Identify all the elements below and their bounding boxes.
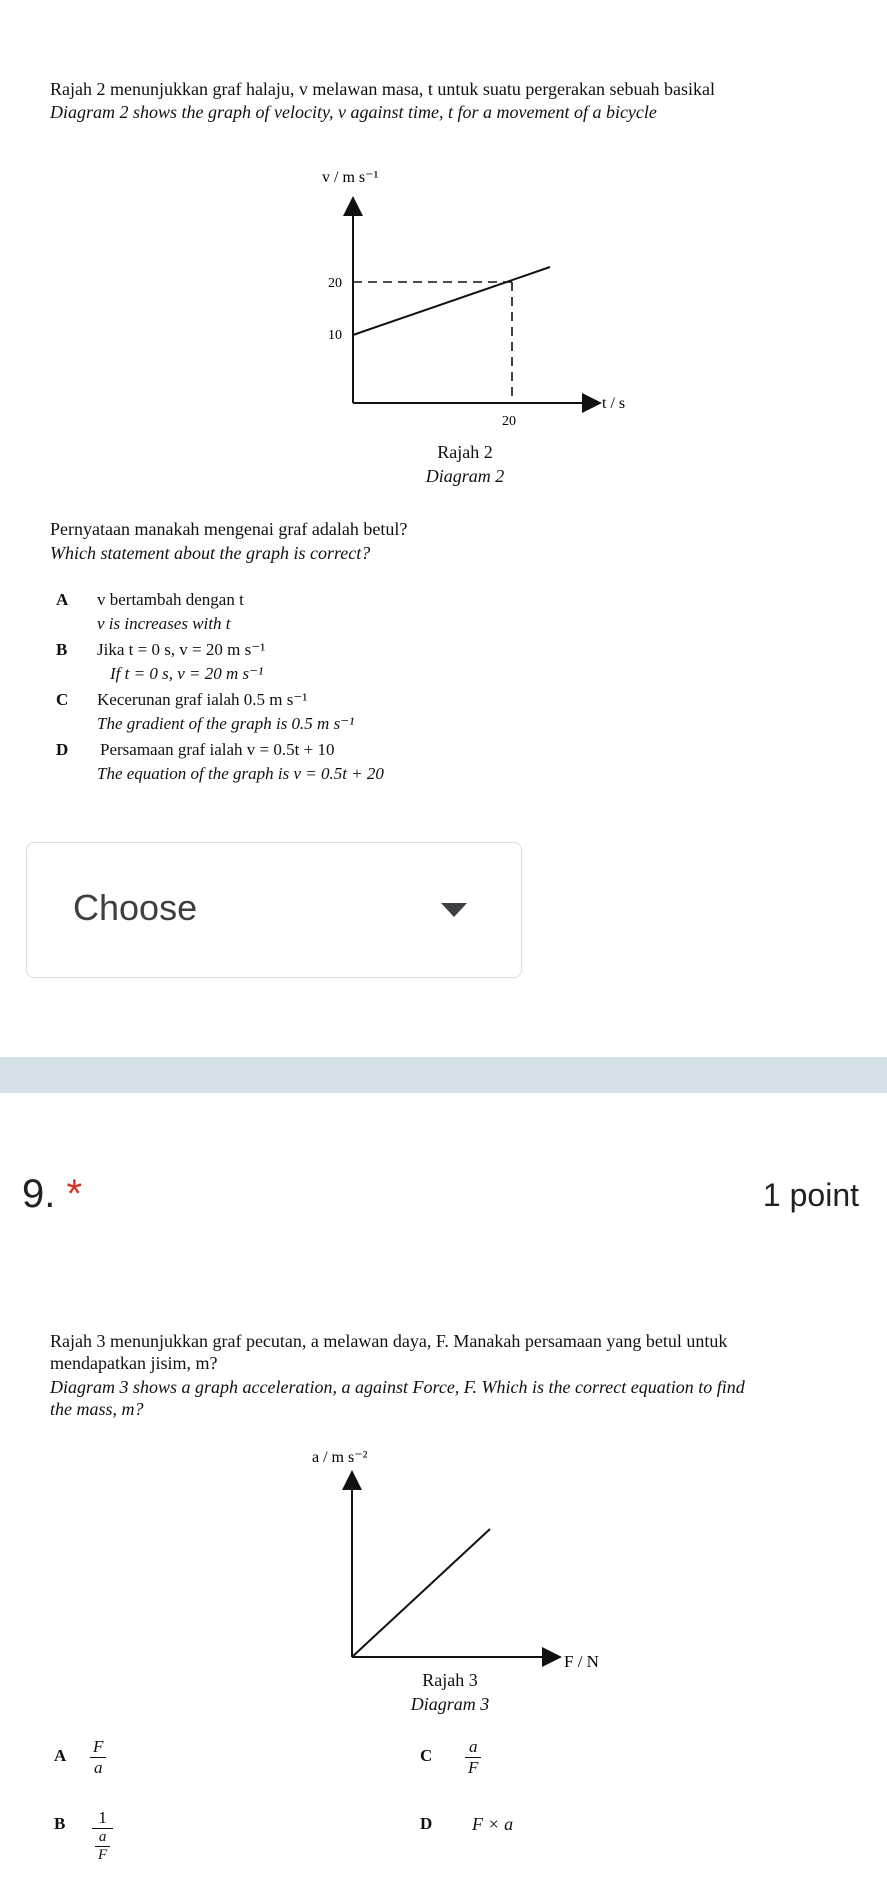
q8-option-a-english: v is increases with t	[97, 614, 231, 633]
y-tick-10: 10	[328, 328, 342, 343]
q8-option-d-letter: D	[56, 740, 69, 759]
q9-option-a-numerator: F	[90, 1737, 106, 1758]
q8-question-malay: Pernyataan manakah mengenai graf adalah betul?	[50, 519, 408, 539]
q9-option-b-fraction	[92, 1808, 113, 1864]
answer-dropdown[interactable]	[26, 842, 522, 978]
q8-option-b-english: If t = 0 s, v = 20 m s⁻¹	[110, 664, 264, 683]
q9-option-c-fraction	[465, 1737, 481, 1778]
diagram-2-graph	[300, 160, 660, 490]
x-tick-20: 20	[502, 414, 516, 429]
dropdown-label: Choose	[73, 887, 198, 928]
q9-option-c-denominator: F	[468, 1758, 479, 1777]
diagram-3-caption-malay: Rajah 3	[422, 1670, 478, 1690]
diagram-2-caption-malay: Rajah 2	[437, 442, 493, 462]
q8-option-d-malay: Persamaan graf ialah v = 0.5t + 10	[100, 740, 335, 759]
dropdown-arrow-icon	[441, 903, 467, 917]
velocity-line	[353, 267, 550, 335]
required-star: *	[66, 1172, 83, 1216]
q9-option-c-letter: C	[420, 1746, 433, 1765]
diagram-2-caption-english: Diagram 2	[425, 466, 505, 486]
q8-statement-english: Diagram 2 shows the graph of velocity, v against time, t for a movement of a bicycle	[50, 102, 657, 122]
diagram-3-graph	[300, 1440, 620, 1680]
q9-statement-malay-1: Rajah 3 menunjukkan graf pecutan, a melawan daya, F. Manakah persamaan yang betul untuk	[50, 1331, 728, 1351]
x-axis-label: F / N	[564, 1652, 599, 1671]
q8-option-b-malay: Jika t = 0 s, v = 20 m s⁻¹	[97, 640, 266, 659]
q8-question-english: Which statement about the graph is correct?	[50, 543, 371, 563]
q9-statement-english-1: Diagram 3 shows a graph acceleration, a against Force, F. Which is the correct equation to find	[50, 1377, 745, 1397]
diagram-3-caption-english: Diagram 3	[410, 1694, 490, 1714]
q9-option-d-letter: D	[420, 1814, 433, 1833]
question-number-text: 9.	[22, 1172, 56, 1216]
q8-option-c-letter: C	[56, 690, 69, 709]
q9-option-b-letter: B	[54, 1814, 66, 1833]
q8-statement-malay: Rajah 2 menunjukkan graf halaju, v melawan masa, t untuk suatu pergerakan sebuah basikal	[50, 79, 715, 99]
q9-option-b-inner-denominator: F	[98, 1847, 108, 1863]
q9-option-d-text: F × a	[472, 1814, 514, 1834]
q9-option-a-letter: A	[54, 1746, 67, 1765]
q9-option-a-fraction	[90, 1737, 106, 1778]
q8-option-b-letter: B	[56, 640, 68, 659]
q9-statement-malay-2: mendapatkan jisim, m?	[50, 1353, 218, 1373]
q9-option-b-inner-numerator: a	[95, 1829, 110, 1847]
q9-statement-english-2: the mass, m?	[50, 1399, 144, 1419]
y-axis-label: v / m s⁻¹	[322, 169, 379, 186]
q8-option-d-english: The equation of the graph is v = 0.5t + 20	[97, 764, 384, 783]
q9-option-c-numerator: a	[465, 1737, 481, 1758]
y-tick-20: 20	[328, 276, 342, 291]
acceleration-line	[352, 1529, 490, 1657]
section-divider	[0, 1057, 887, 1093]
q8-option-a-letter: A	[56, 590, 69, 609]
question-number	[22, 1172, 82, 1217]
q8-option-c-english: The gradient of the graph is 0.5 m s⁻¹	[97, 714, 355, 733]
y-axis-label: a / m s⁻²	[312, 1449, 368, 1466]
q9-option-a-denominator: a	[93, 1758, 103, 1777]
q8-option-c-malay: Kecerunan graf ialah 0.5 m s⁻¹	[97, 690, 308, 709]
x-axis-label: t / s	[602, 395, 626, 412]
question-points: 1 point	[762, 1177, 859, 1213]
q9-option-b-numerator: 1	[92, 1808, 113, 1829]
q8-option-a-malay: v bertambah dengan t	[97, 590, 244, 609]
